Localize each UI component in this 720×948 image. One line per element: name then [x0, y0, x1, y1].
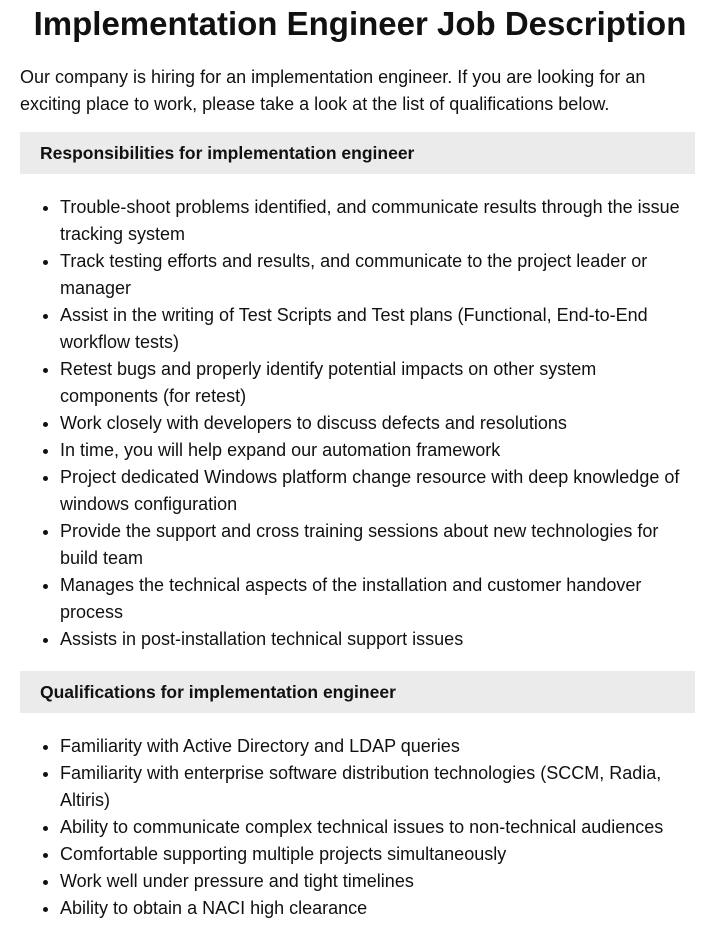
- page-title: Implementation Engineer Job Description: [33, 5, 687, 42]
- list-item: • In time, you will help expand our automation framework: [60, 437, 690, 464]
- list-item: • Comfortable supporting multiple projects simultaneously: [60, 841, 690, 868]
- list-item: • Assists in post-installation technical support issues: [60, 626, 690, 653]
- qualifications-heading: Qualifications for implementation engineer: [20, 671, 695, 713]
- list-item: • Manages the technical aspects of the installation and customer handover process: [60, 572, 690, 626]
- list-item: • Trouble-shoot problems identified, and communicate results through the issue tracking system: [60, 194, 690, 248]
- qualifications-list: [20, 733, 690, 922]
- list-item: • Retest bugs and properly identify potential impacts on other system components (for retest): [60, 356, 690, 410]
- responsibilities-heading: Responsibilities for implementation engineer: [20, 132, 695, 174]
- list-item: • Ability to obtain a NACI high clearance: [60, 895, 690, 922]
- list-item: • Provide the support and cross training sessions about new technologies for build team: [60, 518, 690, 572]
- list-item: • Project dedicated Windows platform change resource with deep knowledge of windows configuration: [60, 464, 690, 518]
- list-item: • Assist in the writing of Test Scripts and Test plans (Functional, End-to-End workflow tests): [60, 302, 690, 356]
- list-item: • Track testing efforts and results, and communicate to the project leader or manager: [60, 248, 690, 302]
- list-item: • Familiarity with enterprise software distribution technologies (SCCM, Radia, Altiris): [60, 760, 690, 814]
- intro-text: Our company is hiring for an implementation engineer. If you are looking for an exciting place to work, please take a look at the list of qualifications below.: [20, 67, 646, 114]
- list-item: • Work closely with developers to discuss defects and resolutions: [60, 410, 690, 437]
- responsibilities-list: [20, 194, 690, 653]
- list-item: • Work well under pressure and tight timelines: [60, 868, 690, 895]
- list-item: • Familiarity with Active Directory and LDAP queries: [60, 733, 690, 760]
- list-item: • Ability to communicate complex technical issues to non-technical audiences: [60, 814, 690, 841]
